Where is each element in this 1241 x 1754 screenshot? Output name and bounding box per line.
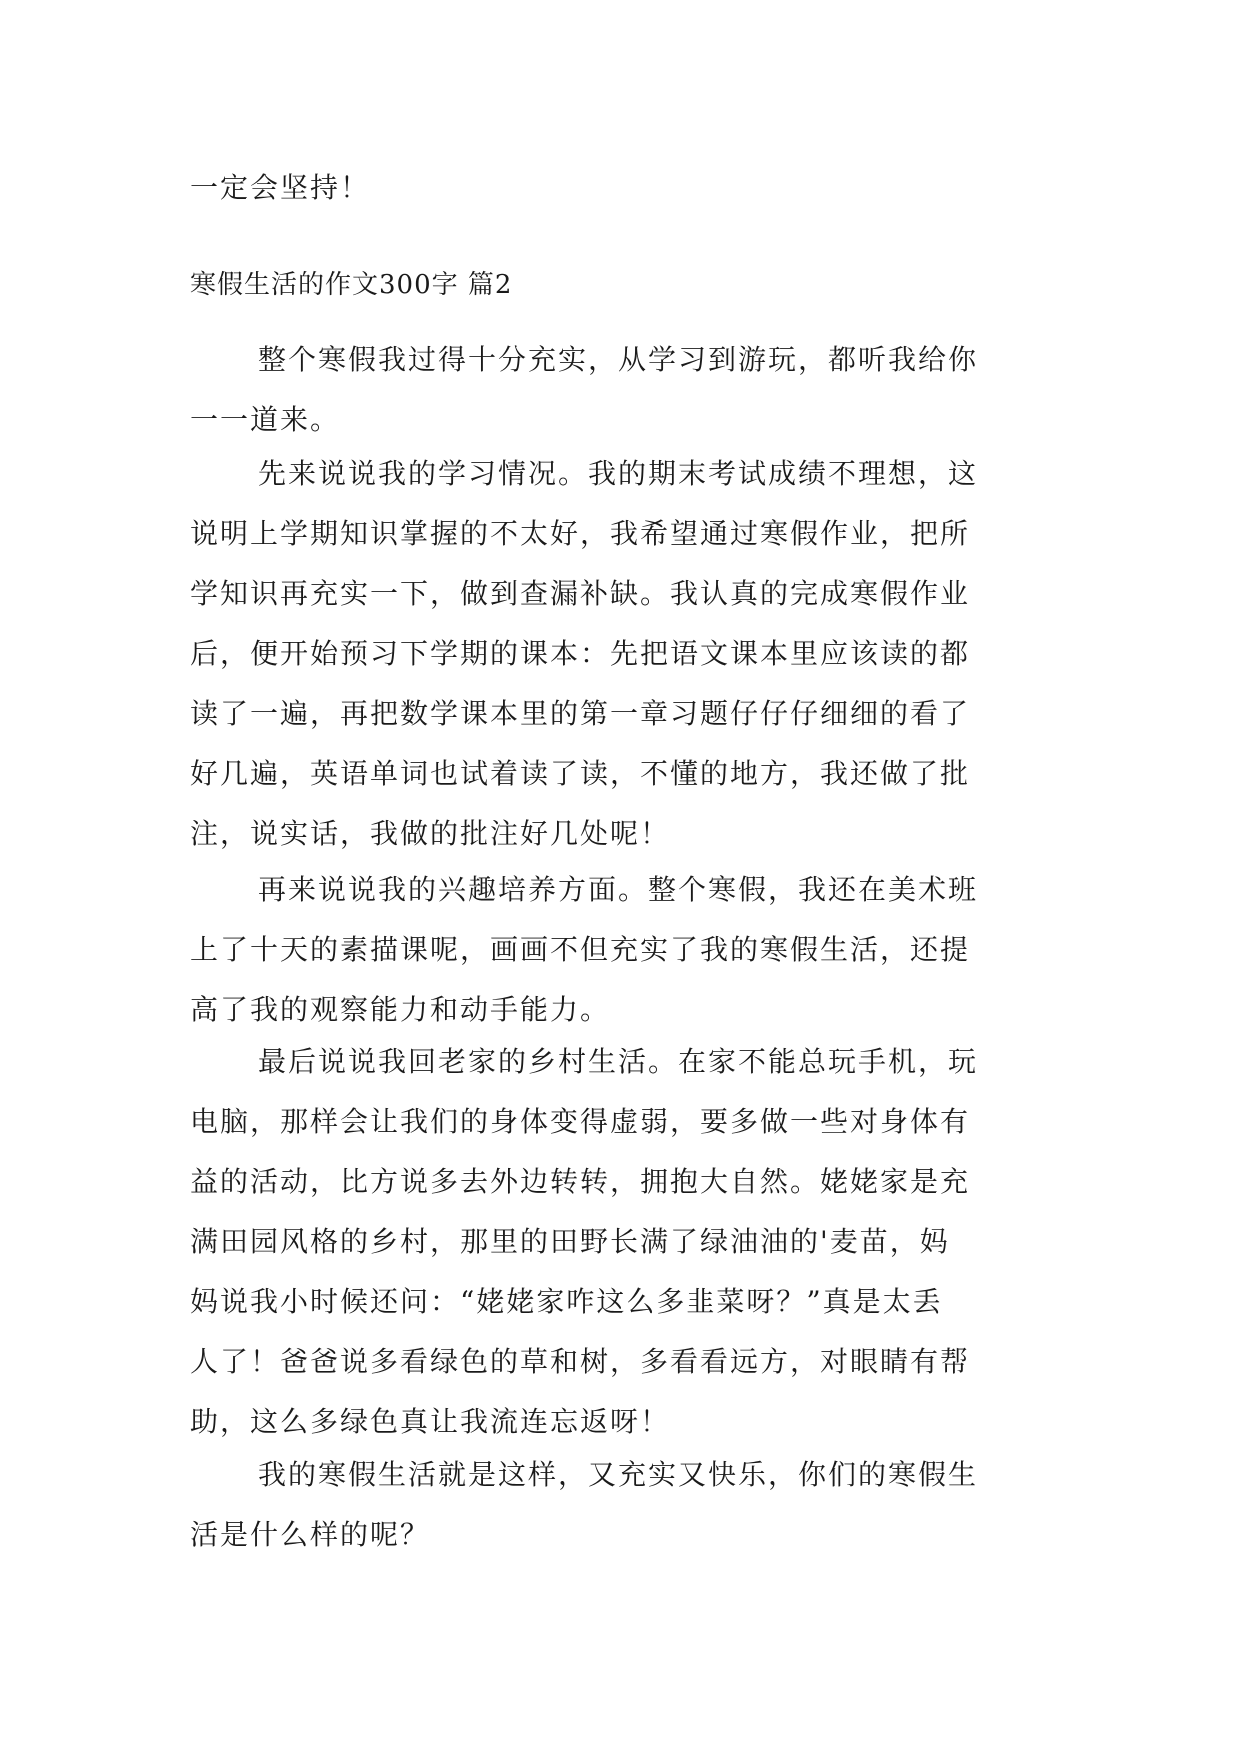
text-line: 好几遍，英语单词也试着读了读，不懂的地方，我还做了批 bbox=[190, 757, 971, 790]
text-line: 后，便开始预习下学期的课本：先把语文课本里应该读的都 bbox=[190, 637, 971, 670]
text-line: 妈说我小时候还问：“姥姥家咋这么多韭菜呀？”真是太丢 bbox=[190, 1285, 943, 1318]
text-line: 说明上学期知识掌握的不太好，我希望通过寒假作业，把所 bbox=[190, 517, 971, 550]
text-line: 助，这么多绿色真让我流连忘返呀！ bbox=[190, 1405, 671, 1438]
text-line: 人了！爸爸说多看绿色的草和树，多看看远方，对眼睛有帮 bbox=[190, 1345, 971, 1378]
text-line: 满田园风格的乡村，那里的田野长满了绿油油的'麦苗，妈 bbox=[190, 1225, 950, 1258]
paragraph-3 bbox=[190, 860, 1050, 1040]
continuation-text bbox=[190, 158, 1050, 218]
paragraph-2 bbox=[190, 444, 1050, 864]
text-line: 高了我的观察能力和动手能力。 bbox=[190, 993, 611, 1026]
text-line: 上了十天的素描课呢，画画不但充实了我的寒假生活，还提 bbox=[190, 933, 971, 966]
text-line: 活是什么样的呢？ bbox=[190, 1518, 431, 1551]
text-line: 益的活动，比方说多去外边转转，拥抱大自然。姥姥家是充 bbox=[190, 1165, 971, 1198]
paragraph-4 bbox=[190, 1032, 1050, 1452]
text-line: 电脑，那样会让我们的身体变得虚弱，要多做一些对身体有 bbox=[190, 1105, 971, 1138]
text-line: 学知识再充实一下，做到查漏补缺。我认真的完成寒假作业 bbox=[190, 577, 971, 610]
essay-heading: 寒假生活的作文300字 篇2 bbox=[190, 270, 513, 300]
text-line: 先来说说我的学习情况。我的期末考试成绩不理想，这 bbox=[258, 457, 979, 490]
text-line: 最后说说我回老家的乡村生活。在家不能总玩手机，玩 bbox=[258, 1045, 979, 1078]
text-line: 一定会坚持！ bbox=[190, 171, 371, 204]
text-line: 读了一遍，再把数学课本里的第一章习题仔仔仔细细的看了 bbox=[190, 697, 971, 730]
paragraph-5 bbox=[190, 1445, 1050, 1565]
text-line: 一一道来。 bbox=[190, 403, 341, 436]
text-line: 再来说说我的兴趣培养方面。整个寒假，我还在美术班 bbox=[258, 873, 979, 906]
text-line: 注，说实话，我做的批注好几处呢！ bbox=[190, 817, 671, 850]
paragraph-1 bbox=[190, 330, 1050, 450]
text-line: 整个寒假我过得十分充实，从学习到游玩，都听我给你 bbox=[258, 343, 979, 376]
text-line: 我的寒假生活就是这样，又充实又快乐，你们的寒假生 bbox=[258, 1458, 979, 1491]
